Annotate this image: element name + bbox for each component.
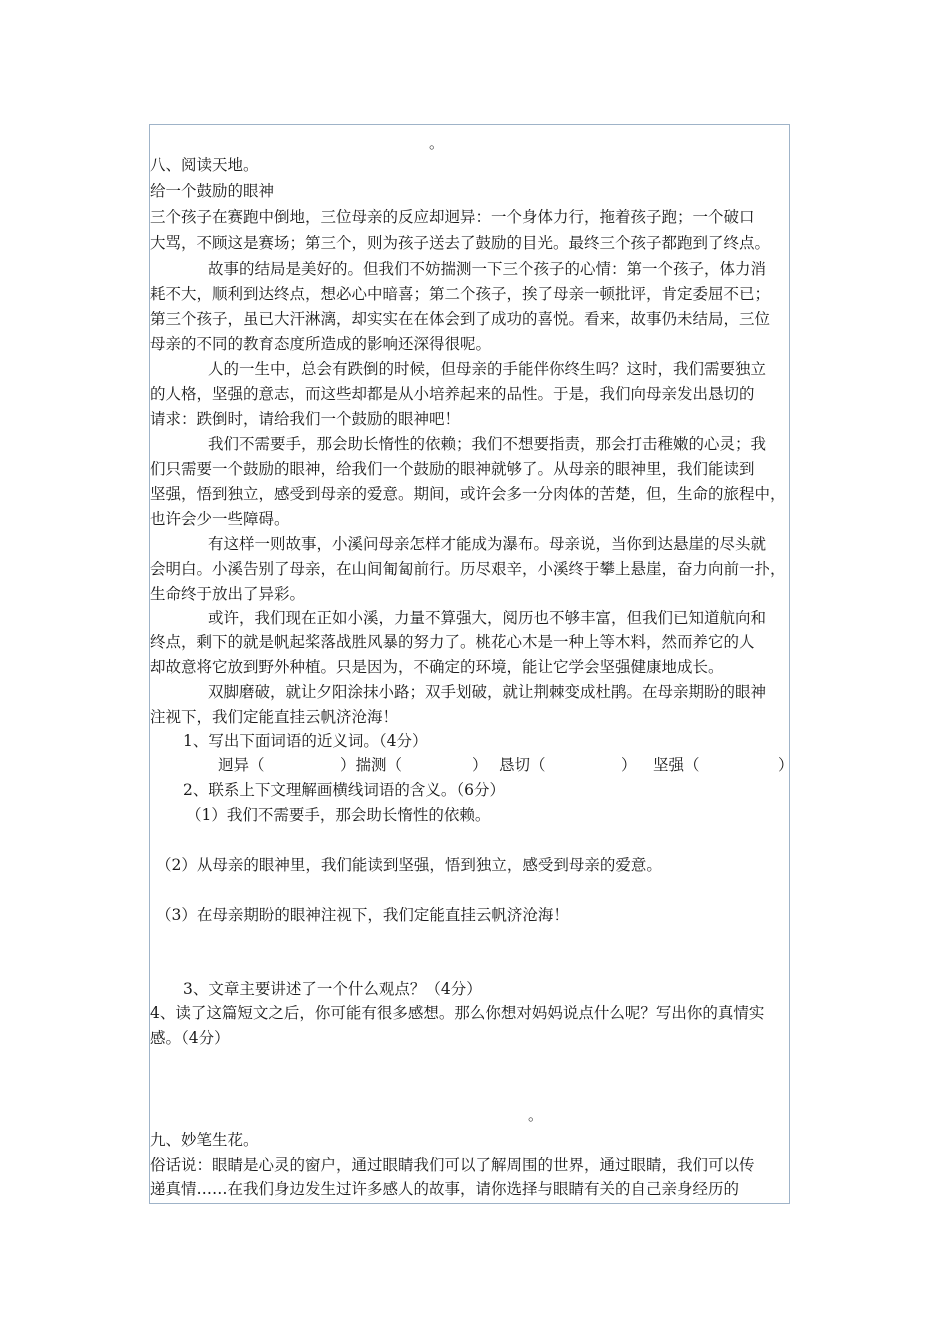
vocab-item: ）揣测（ xyxy=(340,756,403,774)
vocab-item: ） xyxy=(621,756,637,774)
article-line: 人的一生中，总会有跌倒的时候，但母亲的手能伴你终生吗？这时，我们需要独立 xyxy=(208,360,767,378)
vocab-item: ） xyxy=(778,756,794,774)
section9-heading: 九、妙笔生花。 xyxy=(150,1131,259,1149)
article-line: 会明白。小溪告别了母亲，在山间匍匐前行。历尽艰辛，小溪终于攀上悬崖，奋力向前一扑， xyxy=(150,560,786,578)
article-line: 终点，剩下的就是帆起桨落战胜风暴的努力了。桃花心木是一种上等木料，然而养它的人 xyxy=(150,633,755,651)
question-1: 1、写出下面词语的近义词。（4分） xyxy=(183,732,428,750)
document-page xyxy=(149,124,794,1204)
article-line: 们只需要一个鼓励的眼神，给我们一个鼓励的眼神就够了。从母亲的眼神里，我们能读到 xyxy=(150,460,755,478)
question-4-line: 感。（4分） xyxy=(150,1029,230,1047)
question-2-2: （2）从母亲的眼神里，我们能读到坚强，悟到独立，感受到母亲的爱意。 xyxy=(156,856,662,874)
article-line: 双脚磨破，就让夕阳涂抹小路；双手划破，就让荆棘变成杜鹃。在母亲期盼的眼神 xyxy=(208,683,767,701)
vocab-item: ） xyxy=(472,756,488,774)
article-line: 也许会少一些障碍。 xyxy=(150,510,290,528)
article-line: 有这样一则故事，小溪问母亲怎样才能成为瀑布。母亲说，当你到达悬崖的尽头就 xyxy=(208,535,767,553)
article-line: 耗不大，顺利到达终点，想必心中暗喜；第二个孩子，挨了母亲一顿批评，肯定委屈不已； xyxy=(150,285,771,303)
article-line: 请求：跌倒时，请给我们一个鼓励的眼神吧！ xyxy=(150,410,461,428)
top-mark: 。 xyxy=(429,134,445,152)
vocab-row xyxy=(150,753,794,777)
section9-line: 递真情……在我们身边发生过许多感人的故事，请你选择与眼睛有关的自己亲身经历的 xyxy=(150,1180,740,1198)
question-4-line: 4、读了这篇短文之后，你可能有很多感想。那么你想对妈妈说点什么呢？写出你的真情实 xyxy=(150,1004,765,1022)
article-line: 故事的结局是美好的。但我们不妨揣测一下三个孩子的心情：第一个孩子，体力消 xyxy=(208,260,767,278)
article-line: 三个孩子在赛跑中倒地，三位母亲的反应却迥异：一个身体力行，拖着孩子跑；一个破口 xyxy=(150,208,755,226)
vocab-item: 迥异（ xyxy=(218,756,265,774)
article-title: 给一个鼓励的眼神 xyxy=(150,182,275,200)
article-line: 母亲的不同的教育态度所造成的影响还深得很呢。 xyxy=(150,335,492,353)
article-line: 大骂，不顾这是赛场；第三个，则为孩子送去了鼓励的目光。最终三个孩子都跑到了终点。 xyxy=(150,234,771,252)
mid-mark: 。 xyxy=(528,1106,544,1124)
vocab-item: 坚强（ xyxy=(653,756,700,774)
question-2: 2、联系上下文理解画横线词语的含义。（6分） xyxy=(183,781,505,799)
section8-heading: 八、阅读天地。 xyxy=(150,156,259,174)
section9-line: 俗话说：眼睛是心灵的窗户，通过眼睛我们可以了解周围的世界，通过眼睛，我们可以传 xyxy=(150,1156,755,1174)
article-line: 生命终于放出了异彩。 xyxy=(150,585,306,603)
article-line: 却故意将它放到野外种植。只是因为，不确定的环境，能让它学会坚强健康地成长。 xyxy=(150,658,724,676)
article-line: 第三个孩子，虽已大汗淋漓，却实实在在体会到了成功的喜悦。看来，故事仍未结局，三位 xyxy=(150,310,771,328)
question-2-1: （1）我们不需要手，那会助长惰性的依赖。 xyxy=(186,806,491,824)
article-line: 的人格，坚强的意志，而这些却都是从小培养起来的品性。于是，我们向母亲发出恳切的 xyxy=(150,385,755,403)
article-line: 或许，我们现在正如小溪，力量不算强大，阅历也不够丰富，但我们已知道航向和 xyxy=(208,609,767,627)
article-line: 坚强，悟到独立，感受到母亲的爱意。期间，或许会多一分肉体的苦楚，但，生命的旅程中， xyxy=(150,485,786,503)
article-line: 我们不需要手，那会助长惰性的依赖；我们不想要指责，那会打击稚嫩的心灵；我 xyxy=(208,435,767,453)
question-3: 3、文章主要讲述了一个什么观点？（4分） xyxy=(183,980,482,998)
article-line: 注视下，我们定能直挂云帆济沧海！ xyxy=(150,708,399,726)
vocab-item: 恳切（ xyxy=(499,756,546,774)
question-2-3: （3）在母亲期盼的眼神注视下，我们定能直挂云帆济沧海！ xyxy=(156,906,569,924)
